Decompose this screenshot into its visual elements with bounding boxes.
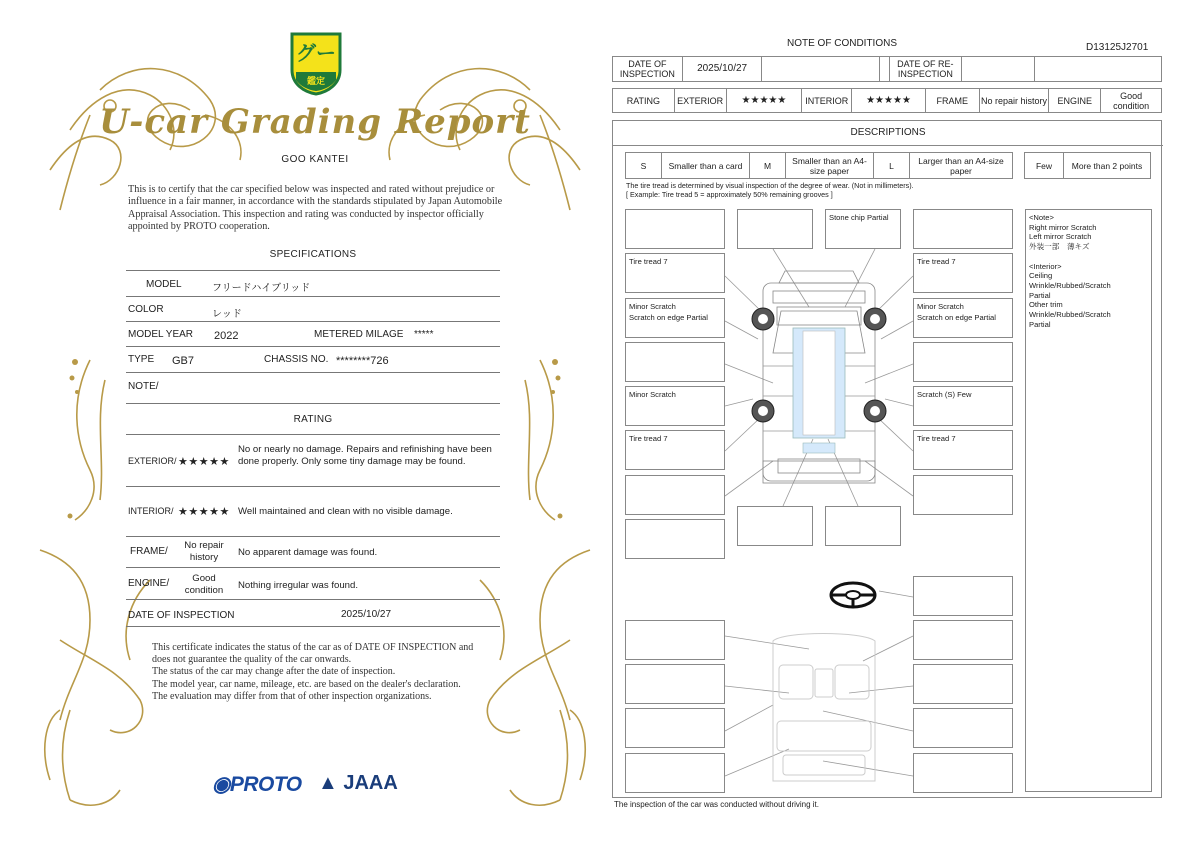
tire-note-line: [ Example: Tire tread 5 = approximately 50% remaining grooves ]	[626, 190, 833, 199]
legend-l-desc: Larger than an A4-size paper	[918, 155, 1004, 176]
note-line: Partial	[1029, 319, 1051, 329]
interior-stars: ★★★★★	[178, 506, 230, 518]
note-line: Ceiling	[1029, 271, 1053, 281]
divider	[126, 372, 500, 373]
condition-box-left-tire-front	[625, 253, 725, 293]
date-of-inspection-value: 2025/10/27	[341, 609, 392, 620]
legend-few-desc: More than 2 points	[1071, 160, 1143, 171]
condition-text: Scratch (S) Few	[917, 390, 972, 399]
condition-box	[625, 342, 725, 382]
divider	[126, 567, 500, 568]
divider	[126, 270, 500, 271]
condition-box	[625, 664, 725, 704]
note-line: Other trim	[1029, 300, 1063, 310]
badge-top-text: グー	[296, 41, 336, 65]
condition-box-stone-chip	[825, 209, 901, 249]
interior-stars: ★★★★★	[852, 89, 926, 112]
condition-box	[625, 519, 725, 559]
condition-box	[625, 620, 725, 660]
condition-box	[625, 475, 725, 515]
disclaimer-line: The status of the car may change after the date of inspection.	[152, 666, 396, 678]
date-of-reinspection-value	[962, 57, 1036, 81]
type-label: TYPE	[128, 354, 155, 365]
document-id: D13125J2701	[1086, 42, 1149, 53]
empty-cell	[1035, 57, 1161, 81]
condition-box-left-minor-2	[625, 386, 725, 426]
date-of-inspection-value: 2025/10/27	[683, 57, 763, 81]
condition-box	[913, 576, 1013, 616]
color-value: レッド	[212, 309, 242, 320]
note-line: <Interior>	[1029, 261, 1062, 271]
condition-box-right-tire-rear	[913, 430, 1013, 470]
jaaa-logo	[318, 772, 398, 795]
condition-text: Tire tread 7	[629, 434, 668, 443]
engine-description: Nothing irregular was found.	[238, 580, 358, 591]
note-line: Partial	[1029, 290, 1051, 300]
condition-text: Scratch on edge Partial	[917, 313, 996, 322]
condition-box	[913, 209, 1013, 249]
condition-text: Scratch on edge Partial	[629, 313, 708, 322]
chassis-value: ********726	[336, 355, 389, 367]
condition-box	[913, 620, 1013, 660]
exterior-stars: ★★★★★	[727, 89, 803, 112]
divider	[126, 321, 500, 322]
model-year-label: MODEL YEAR	[128, 329, 194, 340]
model-year-value: 2022	[214, 330, 239, 342]
note-line: Wrinkle/Rubbed/Scratch	[1029, 280, 1111, 290]
engine-label: ENGINE/	[128, 578, 170, 589]
legend-m-desc: Smaller than an A4-size paper	[786, 153, 874, 178]
divider	[126, 536, 500, 537]
frame-label: FRAME/	[130, 546, 168, 557]
condition-box-left-tire-rear	[625, 430, 725, 470]
condition-box	[825, 506, 901, 546]
condition-text: Tire tread 7	[917, 257, 956, 266]
condition-box	[913, 475, 1013, 515]
empty-cell	[880, 57, 890, 81]
condition-box	[913, 708, 1013, 748]
model-label: MODEL	[146, 279, 182, 290]
interior-label: INTERIOR	[802, 89, 852, 112]
steering-wheel-icon	[831, 583, 875, 607]
date-of-reinspection-label: DATE OF RE-INSPECTION	[890, 57, 962, 81]
grading-certificate	[30, 20, 600, 830]
condition-text: Minor Scratch	[629, 302, 676, 311]
disclaimer-line: This certificate indicates the status of the car as of DATE OF INSPECTION and does not guarantee the quality of the car onwards.	[152, 642, 474, 666]
condition-box-left-minor-1	[625, 298, 725, 338]
date-of-inspection-label: DATE OF INSPECTION	[128, 610, 235, 621]
exterior-label: EXTERIOR	[675, 89, 727, 112]
divider	[126, 486, 500, 487]
engine-label: ENGINE	[1049, 89, 1101, 112]
frame-label: FRAME	[926, 89, 980, 112]
color-label: COLOR	[128, 304, 164, 315]
frame-description: No apparent damage was found.	[238, 547, 378, 558]
interior-label: INTERIOR/	[128, 506, 174, 516]
note-line: <Note>	[1029, 213, 1054, 222]
chassis-label: CHASSIS NO.	[264, 354, 329, 365]
note-label: NOTE/	[128, 381, 159, 392]
rating-row	[612, 88, 1162, 113]
condition-box	[913, 664, 1013, 704]
condition-text: Tire tread 7	[917, 434, 956, 443]
certificate-subtitle: GOO KANTEI	[281, 154, 349, 165]
model-value: フリードハイブリッド	[212, 283, 311, 294]
note-line: Wrinkle/Rubbed/Scratch	[1029, 310, 1111, 320]
legend-s-label: S	[626, 153, 662, 178]
legend-l-label: L	[874, 153, 910, 178]
noc-title: NOTE OF CONDITIONS	[787, 38, 897, 49]
condition-box	[737, 209, 813, 249]
divider	[126, 296, 500, 297]
rating-heading: RATING	[293, 414, 333, 425]
legend-m-label: M	[750, 153, 786, 178]
legend-s-desc: Smaller than a card	[662, 153, 750, 178]
descriptions-heading: DESCRIPTIONS	[850, 127, 926, 138]
condition-box	[913, 342, 1013, 382]
proto-mark-icon: ◉	[212, 773, 230, 796]
type-value: GB7	[172, 355, 195, 367]
disclaimer	[152, 642, 482, 703]
condition-box	[625, 753, 725, 793]
frame-value: No repair history	[980, 89, 1050, 112]
note-line	[1029, 252, 1148, 262]
divider	[126, 403, 500, 404]
exterior-description: No or nearly no damage. Repairs and refinishing have been done properly. Only some tiny damage may be found.	[238, 444, 492, 467]
condition-text: Stone chip Partial	[829, 213, 889, 222]
badge-bottom-text: 鑑定	[306, 77, 326, 87]
footer-note: The inspection of the car was conducted without driving it.	[614, 800, 819, 809]
exterior-label: EXTERIOR/	[128, 456, 177, 466]
proto-logo-text: PROTO	[229, 773, 302, 796]
divider	[126, 346, 500, 347]
divider	[126, 434, 500, 435]
tire-note-line: The tire tread is determined by visual inspection of the degree of wear. (Not in millimeters).	[626, 181, 914, 190]
condition-text: Minor Scratch	[629, 390, 676, 399]
inspection-date-row	[612, 56, 1162, 82]
frame-value: No repair history	[184, 540, 224, 563]
notes-box	[1025, 209, 1152, 792]
certificate-title: U-car Grading Report	[99, 102, 531, 142]
condition-box-right-minor-1	[913, 298, 1013, 338]
condition-box	[625, 708, 725, 748]
note-line: 外装一部 薄キズ	[1029, 242, 1090, 252]
condition-text: Tire tread 7	[629, 257, 668, 266]
engine-value: Good condition	[184, 573, 224, 596]
note-line: Left mirror Scratch	[1029, 232, 1092, 242]
condition-box	[913, 753, 1013, 793]
disclaimer-line: The evaluation may differ from that of other inspection organizations.	[152, 690, 432, 702]
condition-box-right-scratch	[913, 386, 1013, 426]
engine-value: Good condition	[1113, 90, 1150, 111]
descriptions-panel	[612, 120, 1162, 798]
rating-label: RATING	[613, 89, 675, 112]
condition-box-right-tire-front	[913, 253, 1013, 293]
goo-kantei-badge-icon	[286, 30, 346, 96]
jaaa-logo-text: JAAA	[343, 772, 398, 794]
divider	[126, 626, 500, 627]
certify-text: This is to certify that the car specified below was inspected and rated without prejudice or influence in a fair manner, in accordance with the standards stipulated by Japan Automobile Appraisal Association. This inspection and rating was conducted by inspector officially appointed by PROTO cooperation.	[128, 184, 503, 233]
note-line: Right mirror Scratch	[1029, 222, 1097, 232]
jaaa-mark-icon: ▲	[318, 772, 338, 794]
proto-logo	[212, 772, 302, 797]
condition-box	[737, 506, 813, 546]
specifications-heading: SPECIFICATIONS	[269, 249, 357, 260]
interior-description: Well maintained and clean with no visible damage.	[238, 506, 453, 517]
divider	[126, 599, 500, 600]
legend-few-label: Few	[1025, 153, 1064, 178]
metered-milage-label: METERED MILAGE	[314, 329, 404, 340]
condition-text: Minor Scratch	[917, 302, 964, 311]
condition-box	[625, 209, 725, 249]
disclaimer-line: The model year, car name, mileage, etc. are based on the dealer's declaration.	[152, 678, 461, 690]
exterior-stars: ★★★★★	[178, 456, 230, 468]
empty-cell	[762, 57, 880, 81]
date-of-inspection-label: DATE OF INSPECTION	[613, 57, 683, 81]
note-of-conditions	[612, 34, 1164, 814]
metered-milage-value: *****	[414, 329, 434, 340]
